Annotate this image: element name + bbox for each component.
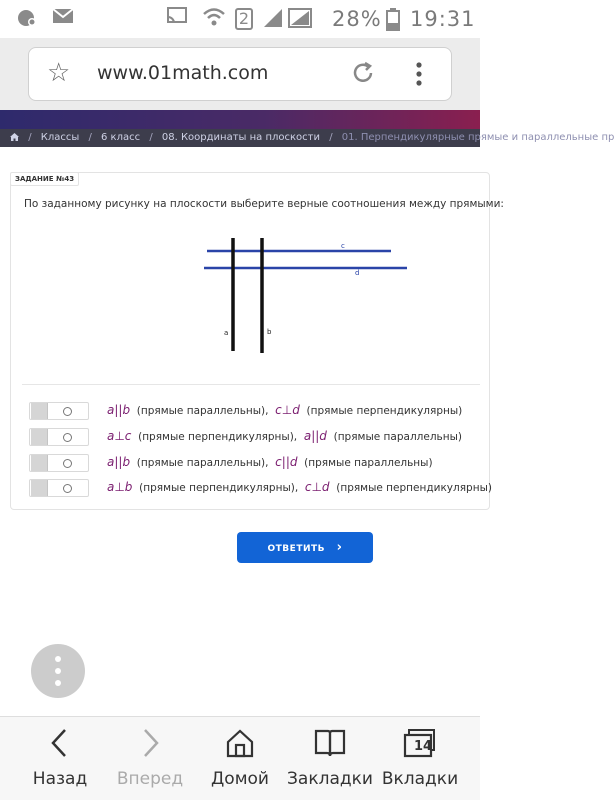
star-icon[interactable]: ☆ (47, 58, 71, 88)
option-label: a⊥c (прямые перпендикулярны), a||d (прямые параллельны) (107, 429, 462, 443)
nav-back[interactable] (12, 717, 108, 801)
more-options-fab[interactable] (31, 644, 85, 698)
tabs-count: 14 (413, 739, 433, 754)
nav-forward-label: Вперед (116, 769, 184, 789)
mail-icon (52, 7, 74, 32)
url-text[interactable]: www.01math.com (97, 62, 269, 84)
chevron-left-icon (12, 727, 108, 763)
notification-icon (16, 7, 38, 36)
cast-icon (166, 7, 188, 32)
task-question: По заданному рисунку на плоскости выберите верные соотношения между прямыми: (24, 198, 504, 210)
nav-tabs-label: Вкладки (381, 769, 459, 789)
menu-icon[interactable] (415, 61, 423, 91)
option-checkbox[interactable] (29, 402, 89, 420)
book-icon (282, 727, 378, 763)
signal-icon (262, 7, 284, 36)
nav-home-label: Домой (211, 769, 269, 789)
nav-tabs[interactable] (372, 717, 468, 801)
battery-percent: 28% (332, 7, 382, 31)
label-b: b (267, 328, 272, 336)
breadcrumb-item-grade[interactable]: 6 класс (101, 132, 141, 143)
label-a: a (224, 329, 229, 337)
chevron-right-icon: › (336, 540, 343, 555)
home-icon (192, 727, 288, 763)
status-bar (0, 0, 480, 38)
radio-icon (63, 433, 72, 442)
clock: 19:31 (410, 7, 476, 31)
signal-icon-2 (288, 7, 312, 36)
bottom-navigation (0, 716, 480, 800)
radio-icon (63, 459, 72, 468)
site-header (0, 110, 480, 129)
nav-back-label: Назад (32, 769, 88, 789)
submit-label: ОТВЕТИТЬ (267, 544, 325, 554)
nav-bookmarks-label: Закладки (287, 769, 373, 789)
nav-home[interactable] (192, 717, 288, 801)
sim-icon: 2 (235, 8, 253, 30)
label-d: d (355, 269, 360, 277)
option-checkbox[interactable] (29, 428, 89, 446)
option-checkbox[interactable] (29, 454, 89, 472)
nav-forward[interactable] (102, 717, 198, 801)
submit-answer-button[interactable] (237, 532, 373, 563)
lines-figure (200, 236, 410, 356)
radio-icon (63, 484, 72, 493)
browser-toolbar (0, 38, 480, 110)
option-label: a||b (прямые параллельны), c||d (прямые параллельны) (107, 455, 433, 469)
option-checkbox[interactable] (29, 479, 89, 497)
chevron-right-icon (102, 727, 198, 763)
radio-icon (63, 407, 72, 416)
tabs-icon (372, 727, 468, 763)
breadcrumb (0, 129, 614, 147)
breadcrumb-separator: / (88, 132, 92, 143)
breadcrumb-item-classes[interactable]: Классы (40, 132, 80, 143)
breadcrumb-separator: / (149, 132, 153, 143)
home-icon[interactable] (10, 132, 22, 143)
breadcrumb-separator: / (329, 132, 333, 143)
breadcrumb-item-topic[interactable]: 08. Координаты на плоскости (161, 132, 320, 143)
task-badge: ЗАДАНИЕ №43 (10, 172, 79, 186)
label-c: c (341, 242, 345, 250)
option-label: a||b (прямые параллельны), c⊥d (прямые перпендикулярны) (107, 403, 463, 417)
nav-bookmarks[interactable] (282, 717, 378, 801)
option-label: a⊥b (прямые перпендикулярны), c⊥d (прямые перпендикулярны) (107, 480, 492, 494)
address-bar[interactable] (28, 47, 452, 101)
wifi-icon (202, 7, 226, 34)
reload-icon[interactable] (349, 59, 377, 91)
divider (22, 384, 480, 385)
breadcrumb-current: 01. Перпендикулярные прямые и параллельные пр (341, 132, 614, 143)
breadcrumb-separator: / (28, 132, 32, 143)
battery-icon (386, 7, 400, 38)
